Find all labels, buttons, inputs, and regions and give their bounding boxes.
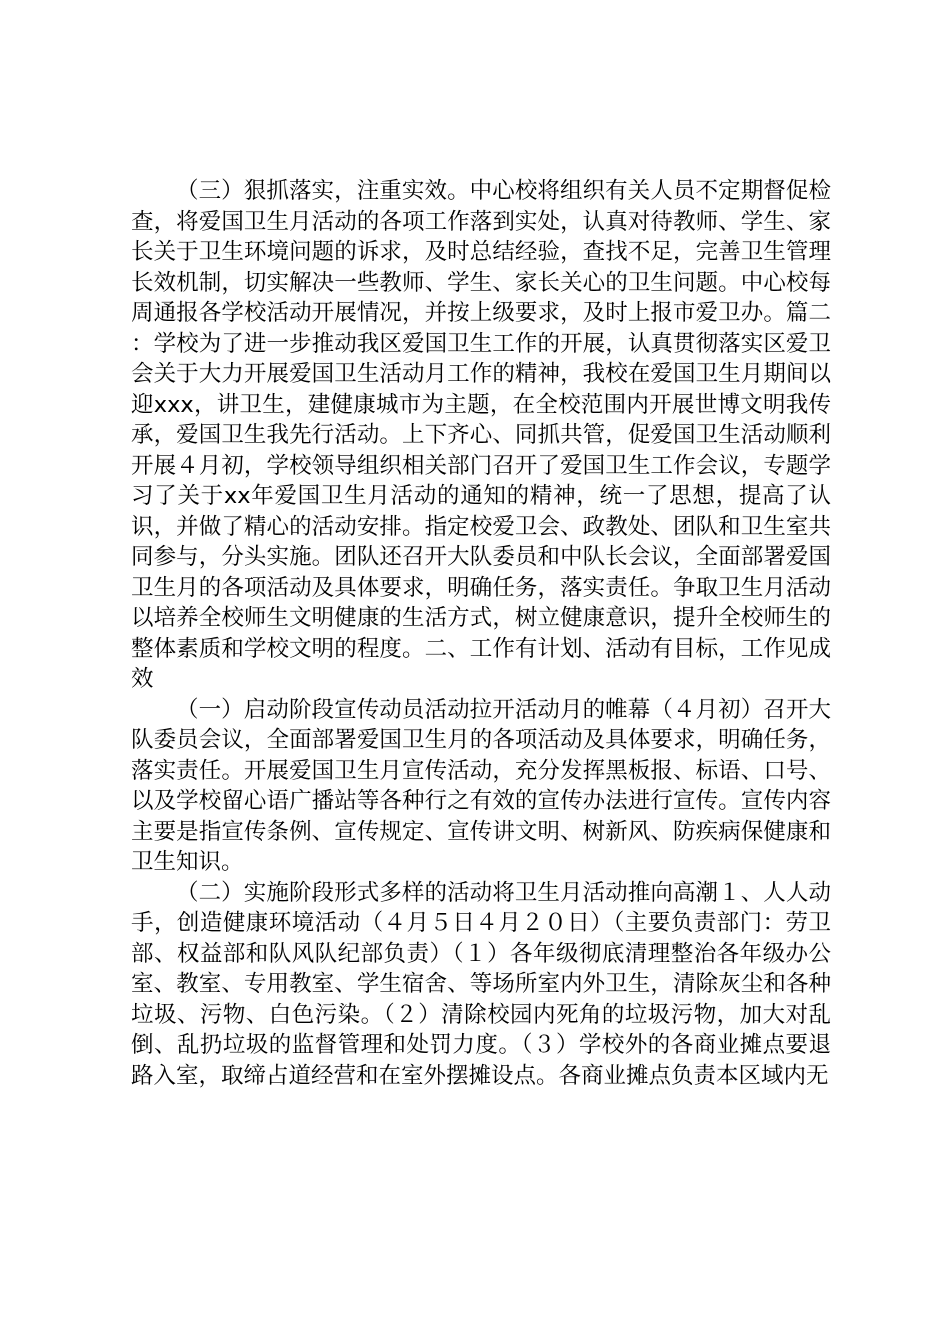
paragraph-phase-one: （一）启动阶段宣传动员活动拉开活动月的帷幕（４月初）召开大队委员会议，全面部署爱国卫生月的各项活动及具体要求，明确任务，落实责任。开展爱国卫生月宣传活动，充分发挥黑板报、标语、口号、以及学校留心语广播站等各种行之有效的宣传办法进行宣传。宣传内容主要是指宣传条例、宣传规定、宣传讲文明、树新风、防疾病保健康和卫生知识。 — [131, 696, 831, 875]
document-body — [131, 176, 831, 1091]
paragraph-phase-two: （二）实施阶段形式多样的活动将卫生月活动推向高潮１、人人动手，创造健康环境活动（４月５日４月２０日）（主要负责部门：劳卫部、权益部和队风队纪部负责）（１）各年级彻底清理整治各年级办公室、教室、专用教室、学生宿舍、等场所室内外卫生，清除灰尘和各种垃圾、污物、白色污染。（２）清除校园内死角的垃圾污物，加大对乱倒、乱扔垃圾的监督管理和处罚力度。（３）学校外的各商业摊点要退路入室，取缔占道经营和在室外摆摊设点。各商业摊点负责本区域内无 — [131, 879, 831, 1089]
paragraph-section-three: （三）狠抓落实，注重实效。中心校将组织有关人员不定期督促检查，将爱国卫生月活动的各项工作落到实处，认真对待教师、学生、家长关于卫生环境问题的诉求，及时总结经验，查找不足，完善卫生管理长效机制，切实解决一些教师、学生、家长关心的卫生问题。中心校每周通报各学校活动开展情况，并按上级要求，及时上报市爱卫办。篇二：学校为了进一步推动我区爱国卫生工作的开展，认真贯彻落实区爱卫会关于大力开展爱国卫生活动月工作的精神，我校在爱国卫生月期间以迎xxx，讲卫生，建健康城市为主题，在全校范围内开展世博文明我传承，爱国卫生我先行活动。上下齐心、同抓共管，促爱国卫生活动顺利开展４月初，学校领导组织相关部门召开了爱国卫生工作会议，专题学习了关于xx年爱国卫生月活动的通知的精神，统一了思想，提高了认识，并做了精心的活动安排。指定校爱卫会、政教处、团队和卫生室共同参与，分头实施。团队还召开大队委员和中队长会议，全面部署爱国卫生月的各项活动及具体要求，明确任务，落实责任。争取卫生月活动以培养全校师生文明健康的生活方式，树立健康意识，提升全校师生的整体素质和学校文明的程度。二、工作有计划、活动有目标，工作见成效 — [131, 178, 831, 692]
